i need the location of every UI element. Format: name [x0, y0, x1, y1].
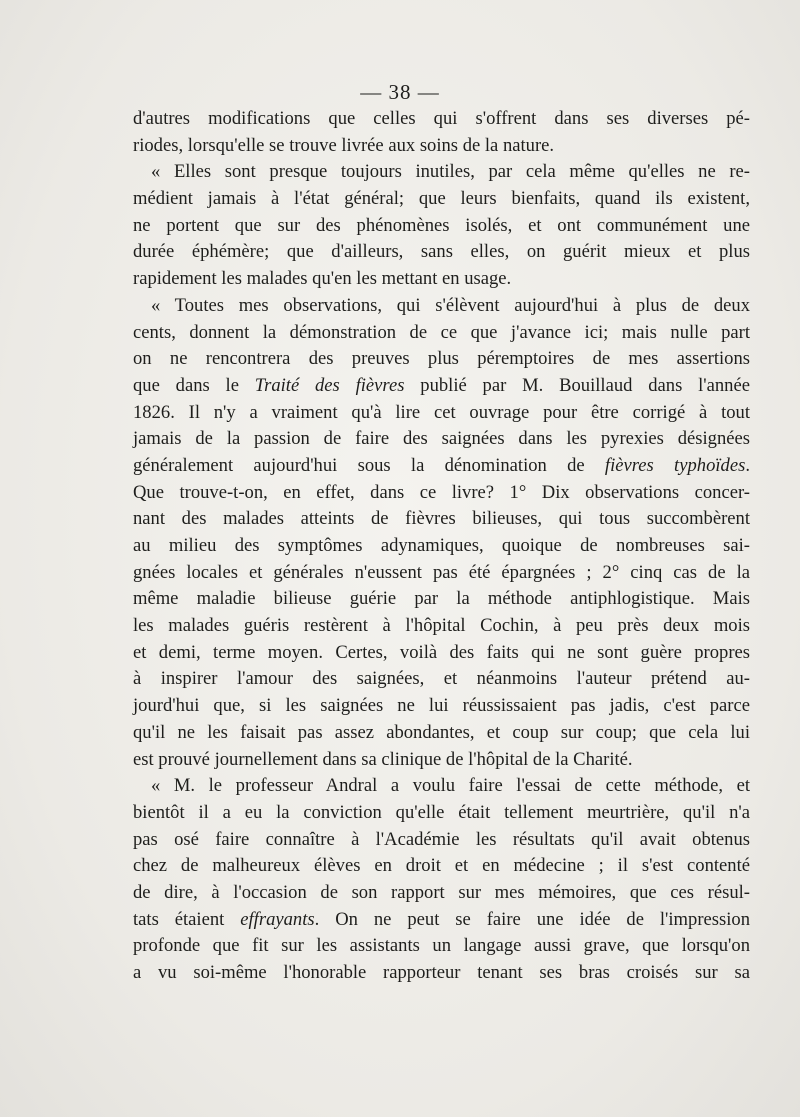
text-line: est prouvé journellement dans sa clinique de l'hôpital de la Charité. [133, 748, 633, 770]
text-line: a vu soi-même l'honorable rapporteur tenant ses bras croisés sur sa [133, 962, 750, 983]
text-line: gnées locales et générales n'eussent pas été épargnées ; 2° cinq cas de la [133, 561, 750, 583]
text-line: ne portent que sur des phénomènes isolés, et ont communément une [133, 214, 750, 236]
text-line: et demi, terme moyen. Certes, voilà des faits qui ne sont guère propres [133, 641, 750, 663]
text-line: rapidement les malades qu'en les mettant en usage. [133, 268, 512, 290]
text-line: médient jamais à l'état général; que leurs bienfaits, quand ils existent, [133, 188, 750, 210]
text-line: nant des malades atteints de fièvres bilieuses, qui tous succombèrent [133, 508, 750, 530]
text-segment: tats étaient [133, 908, 241, 930]
text-line: les malades guéris restèrent à l'hôpital Cochin, à peu près deux mois [133, 615, 750, 637]
text-line: de dire, à l'occasion de son rapport sur mes mémoires, que ces résul- [133, 881, 750, 903]
text-line: « M. le professeur Andral a voulu faire l'essai de cette méthode, et [151, 775, 750, 797]
body-text [133, 106, 750, 987]
text-line: d'autres modifications que celles qui s'offrent dans ses diverses pé- [133, 108, 750, 129]
text-line: même maladie bilieuse guérie par la méthode antiphlogistique. Mais [133, 588, 750, 610]
text-line: on ne rencontrera des preuves plus péremptoires de mes assertions [133, 348, 750, 370]
text-line [133, 373, 750, 400]
text-line: profonde que fit sur les assistants un langage aussi grave, que lorsqu'on [133, 935, 750, 957]
text-line: qu'il ne les faisait pas assez abondantes, et coup sur coup; que cela lui [133, 721, 750, 743]
text-segment: . On ne peut se faire une idée de l'impression [314, 908, 750, 930]
text-line [133, 907, 750, 934]
text-segment: généralement aujourd'hui sous la dénomination de [133, 454, 605, 476]
text-line: pas osé faire connaître à l'Académie les résultats qu'il avait obtenus [133, 828, 750, 850]
text-segment: publié par M. Bouillaud dans l'année [404, 374, 750, 396]
text-line: au milieu des symptômes adynamiques, quoique de nombreuses sai- [133, 535, 750, 556]
text-line: Que trouve-t-on, en effet, dans ce livre? 1° Dix observations concer- [133, 481, 750, 503]
text-line: durée éphémère; que d'ailleurs, sans elles, on guérit mieux et plus [133, 241, 750, 263]
text-line: « Toutes mes observations, qui s'élèvent aujourd'hui à plus de deux [151, 294, 750, 316]
text-line: « Elles sont presque toujours inutiles, par cela même qu'elles ne re- [151, 161, 750, 183]
text-line: 1826. Il n'y a vraiment qu'à lire cet ouvrage pour être corrigé à tout [133, 401, 750, 423]
text-line: chez de malheureux élèves en droit et en médecine ; il s'est contenté [133, 855, 750, 877]
text-line: à inspirer l'amour des saignées, et néanmoins l'auteur prétend au- [133, 668, 750, 690]
page-number: — 38 — [360, 80, 440, 104]
italic-title: Traité des fièvres [254, 374, 405, 396]
text-segment: . [745, 454, 750, 476]
text-line [133, 453, 750, 480]
italic-title: effrayants [240, 908, 315, 930]
italic-title: fièvres typhoïdes [604, 454, 746, 476]
text-line: cents, donnent la démonstration de ce que j'avance ici; mais nulle part [133, 321, 750, 343]
text-line: jamais de la passion de faire des saignées dans les pyrexies désignées [133, 428, 750, 450]
text-line: jourd'hui que, si les saignées ne lui réussissaient pas jadis, c'est parce [133, 695, 750, 717]
text-line: bientôt il a eu la conviction qu'elle était tellement meurtrière, qu'il n'a [133, 801, 750, 823]
text-line: riodes, lorsqu'elle se trouve livrée aux soins de la nature. [133, 134, 555, 156]
text-segment: que dans le [133, 374, 255, 396]
